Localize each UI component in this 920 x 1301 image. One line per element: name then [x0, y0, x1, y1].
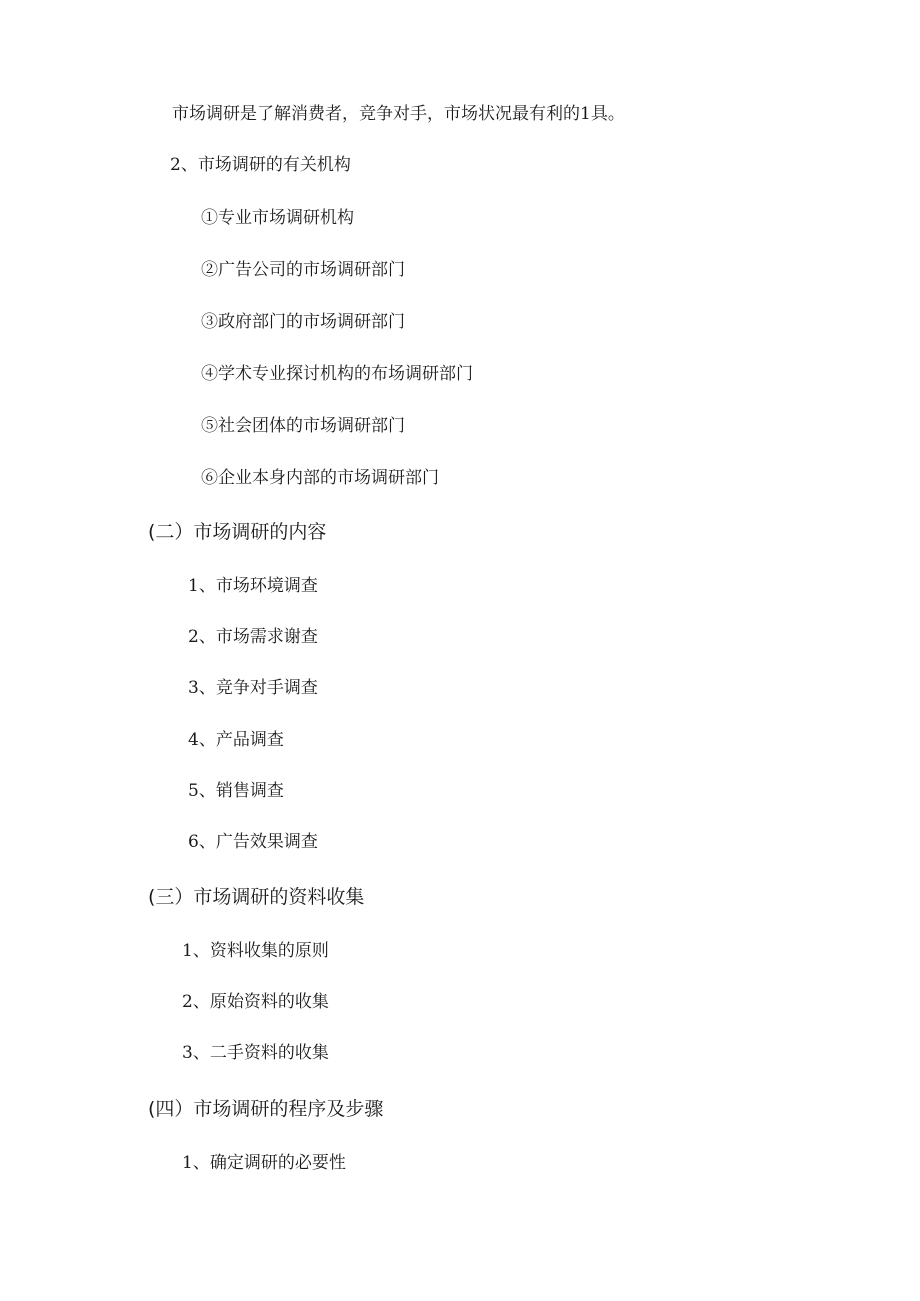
content-item: 1、市场环境调查	[188, 576, 318, 596]
content-item: 4、产品调查	[188, 730, 284, 750]
content-item: 2、市场需求谢查	[188, 627, 318, 647]
content-item: 6、广告效果调查	[188, 832, 318, 852]
agency-item: ③政府部门的市场调研部门	[201, 312, 405, 332]
content-item: 5、销售调查	[188, 781, 284, 801]
agencies-subheading: 2、市场调研的有关机构	[170, 155, 351, 175]
collection-item: 3、二手资料的收集	[182, 1043, 329, 1063]
section-heading-collection: (三）市场调研的资料收集	[148, 886, 365, 908]
section-heading-procedure: (四）市场调研的程序及步骤	[148, 1098, 384, 1120]
section-heading-content: (二）市场调研的内容	[148, 521, 327, 543]
procedure-item: 1、确定调研的必要性	[182, 1153, 346, 1173]
agency-item: ⑤社会团体的市场调研部门	[201, 416, 405, 436]
content-item: 3、竞争对手调查	[188, 678, 318, 698]
collection-item: 1、资料收集的原则	[182, 941, 329, 961]
agency-item: ②广告公司的市场调研部门	[201, 260, 405, 280]
agency-item: ①专业市场调研机构	[201, 208, 354, 228]
agency-item: ④学术专业探讨机构的布场调研部门	[201, 364, 473, 384]
agency-item: ⑥企业本身内部的市场调研部门	[201, 468, 439, 488]
collection-item: 2、原始资料的收集	[182, 992, 329, 1012]
intro-paragraph: 市场调研是了解消费者，竞争对手，市场状况最有利的1具。	[172, 104, 625, 124]
